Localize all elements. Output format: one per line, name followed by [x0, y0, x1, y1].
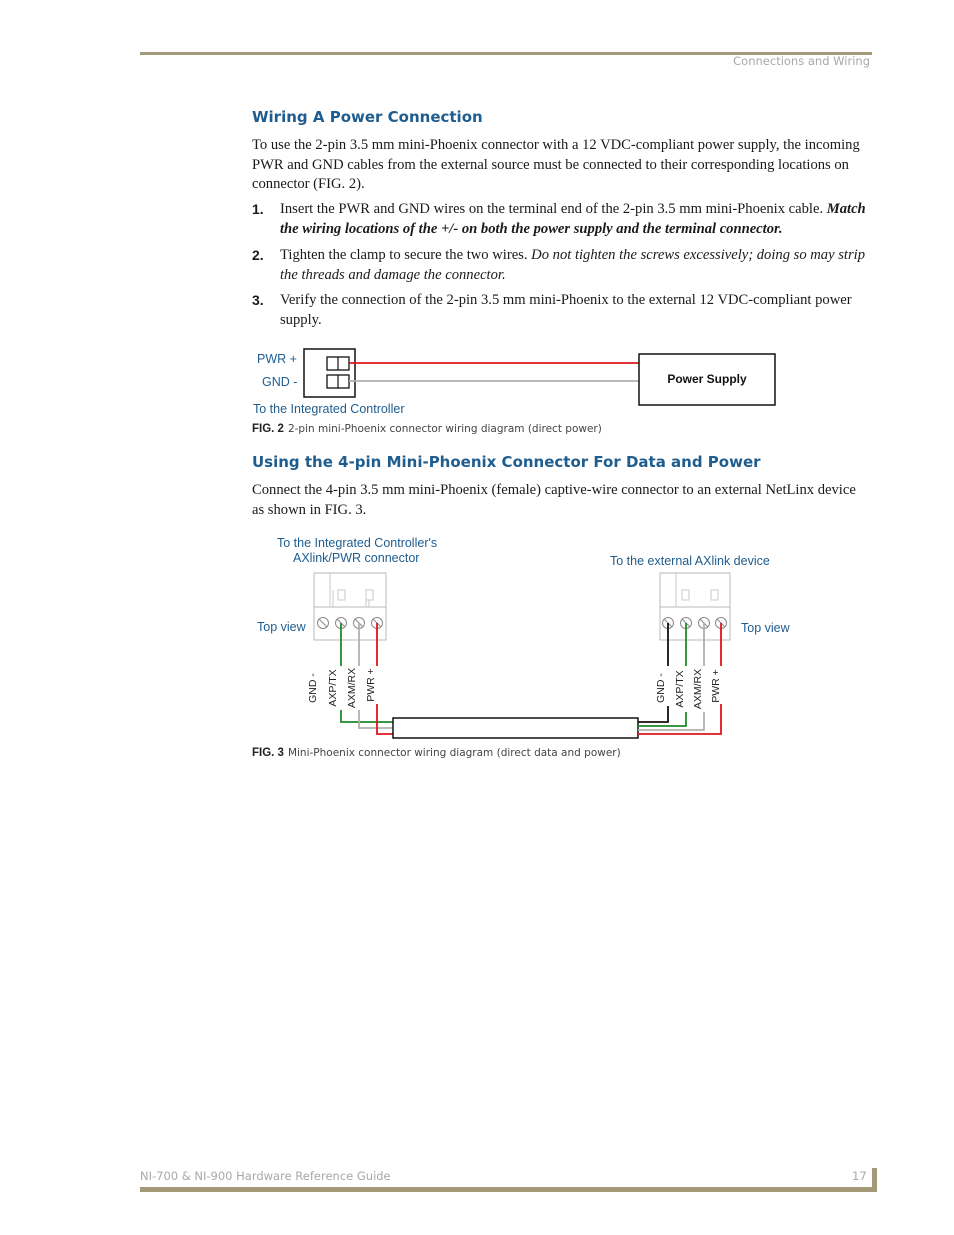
footer-page-number: 17	[852, 1169, 867, 1183]
footer-guide-title: NI-700 & NI-900 Hardware Reference Guide	[140, 1169, 391, 1183]
header-section-title: Connections and Wiring	[733, 54, 870, 68]
fig3-wiring-diagram	[300, 570, 740, 745]
fig3-left-connector	[314, 573, 386, 640]
fig2-caption-text: 2-pin mini-Phoenix connector wiring diagram (direct power)	[287, 423, 602, 435]
fig3-caption-number: FIG. 3	[252, 747, 284, 759]
step-text: Tighten the clamp to secure the two wires. Do not tighten the screws excessively; doing so may strip the threads and damage the connector.	[280, 247, 865, 283]
footer-rule	[140, 1187, 876, 1192]
fig2-caption	[252, 423, 602, 435]
fig2-connector-body	[304, 349, 355, 397]
intro-paragraph-4pin: Connect the 4-pin 3.5 mm mini-Phoenix (female) captive-wire connector to an external NetLinx device as shown in FIG. 3.	[252, 482, 856, 518]
fig3-caption	[252, 747, 621, 759]
fig3-left-title-line1: To the Integrated Controller's	[277, 536, 438, 550]
fig3-pin-label-right-pwr: PWR +	[710, 669, 722, 703]
fig2-label-pwr: PWR +	[257, 352, 297, 366]
heading-wiring-power: Wiring A Power Connection	[252, 108, 483, 126]
step-number: 2.	[252, 247, 264, 263]
fig3-pin-label-right-axp: AXP/TX	[674, 670, 686, 708]
fig3-pin-label-left-pwr: PWR +	[365, 668, 377, 702]
step-text: Insert the PWR and GND wires on the terminal end of the 2-pin 3.5 mm mini-Phoenix cable. Match the wiring locations of the +/- on both the power supply and the terminal connector.	[280, 201, 866, 237]
step-text: Verify the connection of the 2-pin 3.5 mm mini-Phoenix to the external 12 VDC-compliant power supply.	[280, 292, 852, 328]
heading-4pin: Using the 4-pin Mini-Phoenix Connector For Data and Power	[252, 453, 761, 471]
fig3-pin-label-left-axp: AXP/TX	[327, 669, 339, 707]
step-number: 1.	[252, 201, 264, 217]
intro-paragraph-power: To use the 2-pin 3.5 mm mini-Phoenix connector with a 12 VDC-compliant power supply, the incoming PWR and GND cables from the external source must be connected to their corresponding locations on connector (FIG. 2).	[252, 137, 860, 192]
fig2-caption-number: FIG. 2	[252, 423, 284, 435]
fig2-label-gnd: GND -	[262, 375, 298, 389]
fig3-cable	[393, 718, 638, 738]
fig3-right-title: To the external AXlink device	[610, 554, 770, 568]
fig2-wiring-diagram	[300, 345, 780, 410]
fig3-pin-label-left-axm: AXM/RX	[346, 667, 358, 709]
fig3-top-view-right: Top view	[741, 621, 790, 635]
fig2-label-controller: To the Integrated Controller	[253, 402, 405, 416]
step-number: 3.	[252, 292, 264, 308]
fig3-pin-label-left-gnd: GND -	[307, 673, 319, 703]
fig2-power-supply-label: Power Supply	[667, 372, 747, 386]
fig3-pin-label-right-gnd: GND -	[655, 673, 667, 703]
fig3-left-title-line2: AXlink/PWR connector	[293, 551, 420, 565]
fig3-top-view-left: Top view	[257, 620, 306, 634]
fig3-right-connector	[660, 573, 730, 640]
fig3-caption-text: Mini-Phoenix connector wiring diagram (direct data and power)	[287, 747, 621, 759]
fig3-pin-label-right-axm: AXM/RX	[692, 668, 704, 710]
